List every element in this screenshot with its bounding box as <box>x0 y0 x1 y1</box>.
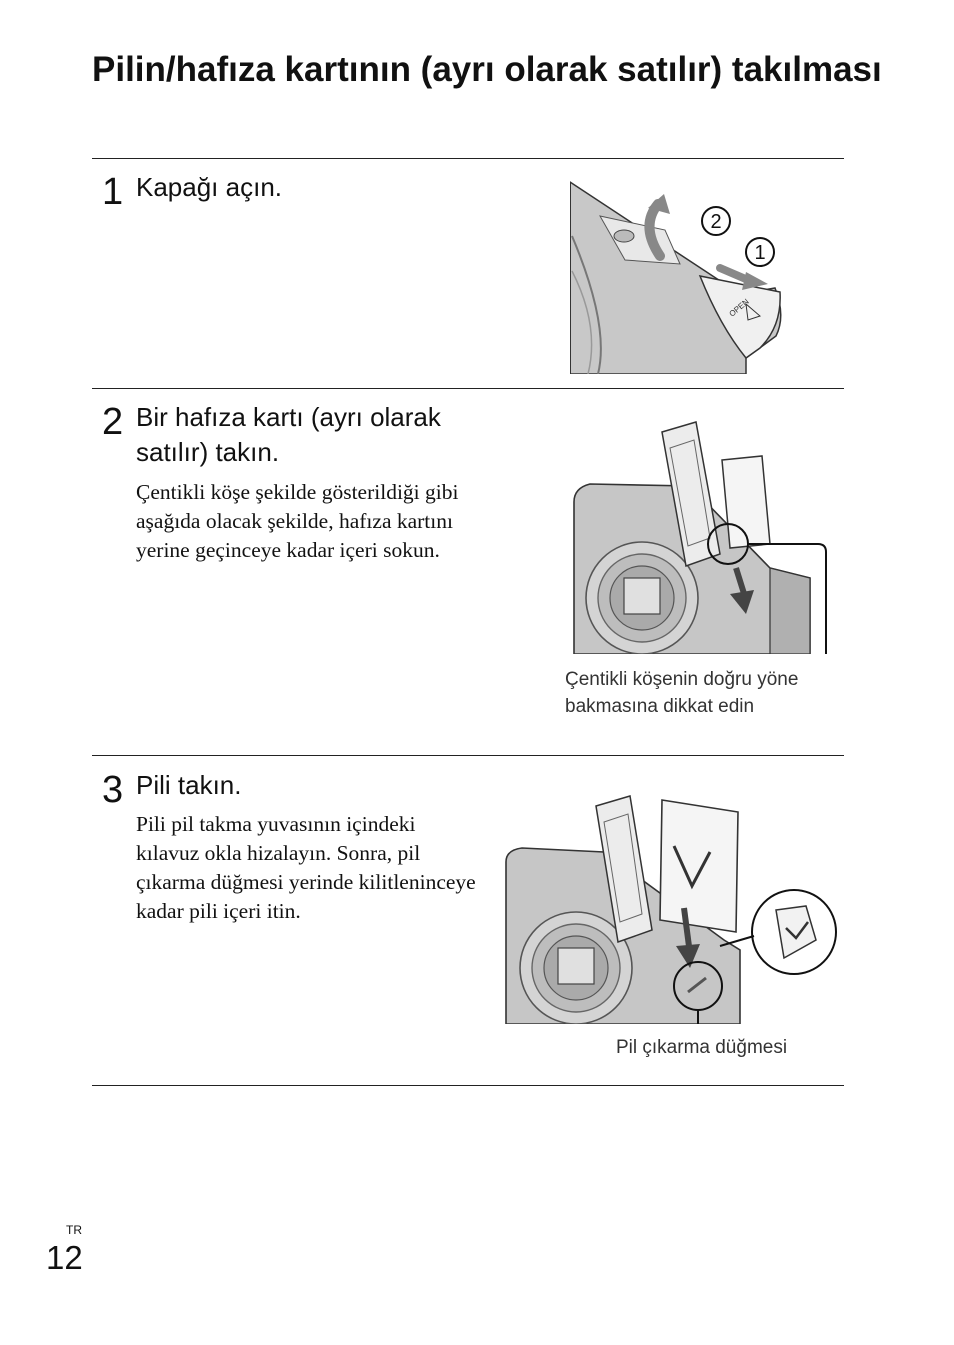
callout-2: 2 <box>710 211 722 233</box>
step-1-number: 1 <box>102 171 124 213</box>
section-divider <box>92 1085 844 1086</box>
callout-1: 1 <box>754 242 766 264</box>
step-2-caption: Çentikli köşenin doğru yöne bakmasına dikkat edin <box>565 669 799 717</box>
step-2-number: 2 <box>102 401 124 443</box>
step-2-body: Çentikli köşe şekilde gösterildiği gibi aşağıda olacak şekilde, hafıza kartını yerine geçinceye kadar içeri sokun. <box>136 480 459 562</box>
section-divider <box>92 755 844 756</box>
memory-card-illustration <box>570 418 834 654</box>
step-1-heading: Kapağı açın. <box>136 172 282 202</box>
step-3-number: 3 <box>102 769 124 811</box>
step-3-body: Pili pil takma yuvasının içindeki kılavuz okla hizalayın. Sonra, pil çıkarma düğmesi yerinde kilitleninceye kadar pili içeri itin. <box>136 812 476 923</box>
battery-illustration <box>504 790 844 1024</box>
step-3-heading: Pili takın. <box>136 770 242 800</box>
language-label: TR <box>66 1223 82 1237</box>
section-divider <box>92 158 844 159</box>
page-title: Pilin/hafıza kartının (ayrı olarak satılır) takılması <box>92 50 882 89</box>
page-number: 12 <box>46 1239 83 1276</box>
open-cover-illustration <box>570 176 786 374</box>
section-divider <box>92 388 844 389</box>
open-mark: OPEN <box>727 297 751 319</box>
step-3-caption: Pil çıkarma düğmesi <box>616 1037 788 1058</box>
step-2-heading: Bir hafıza kartı (ayrı olarak satılır) takın. <box>136 402 441 467</box>
